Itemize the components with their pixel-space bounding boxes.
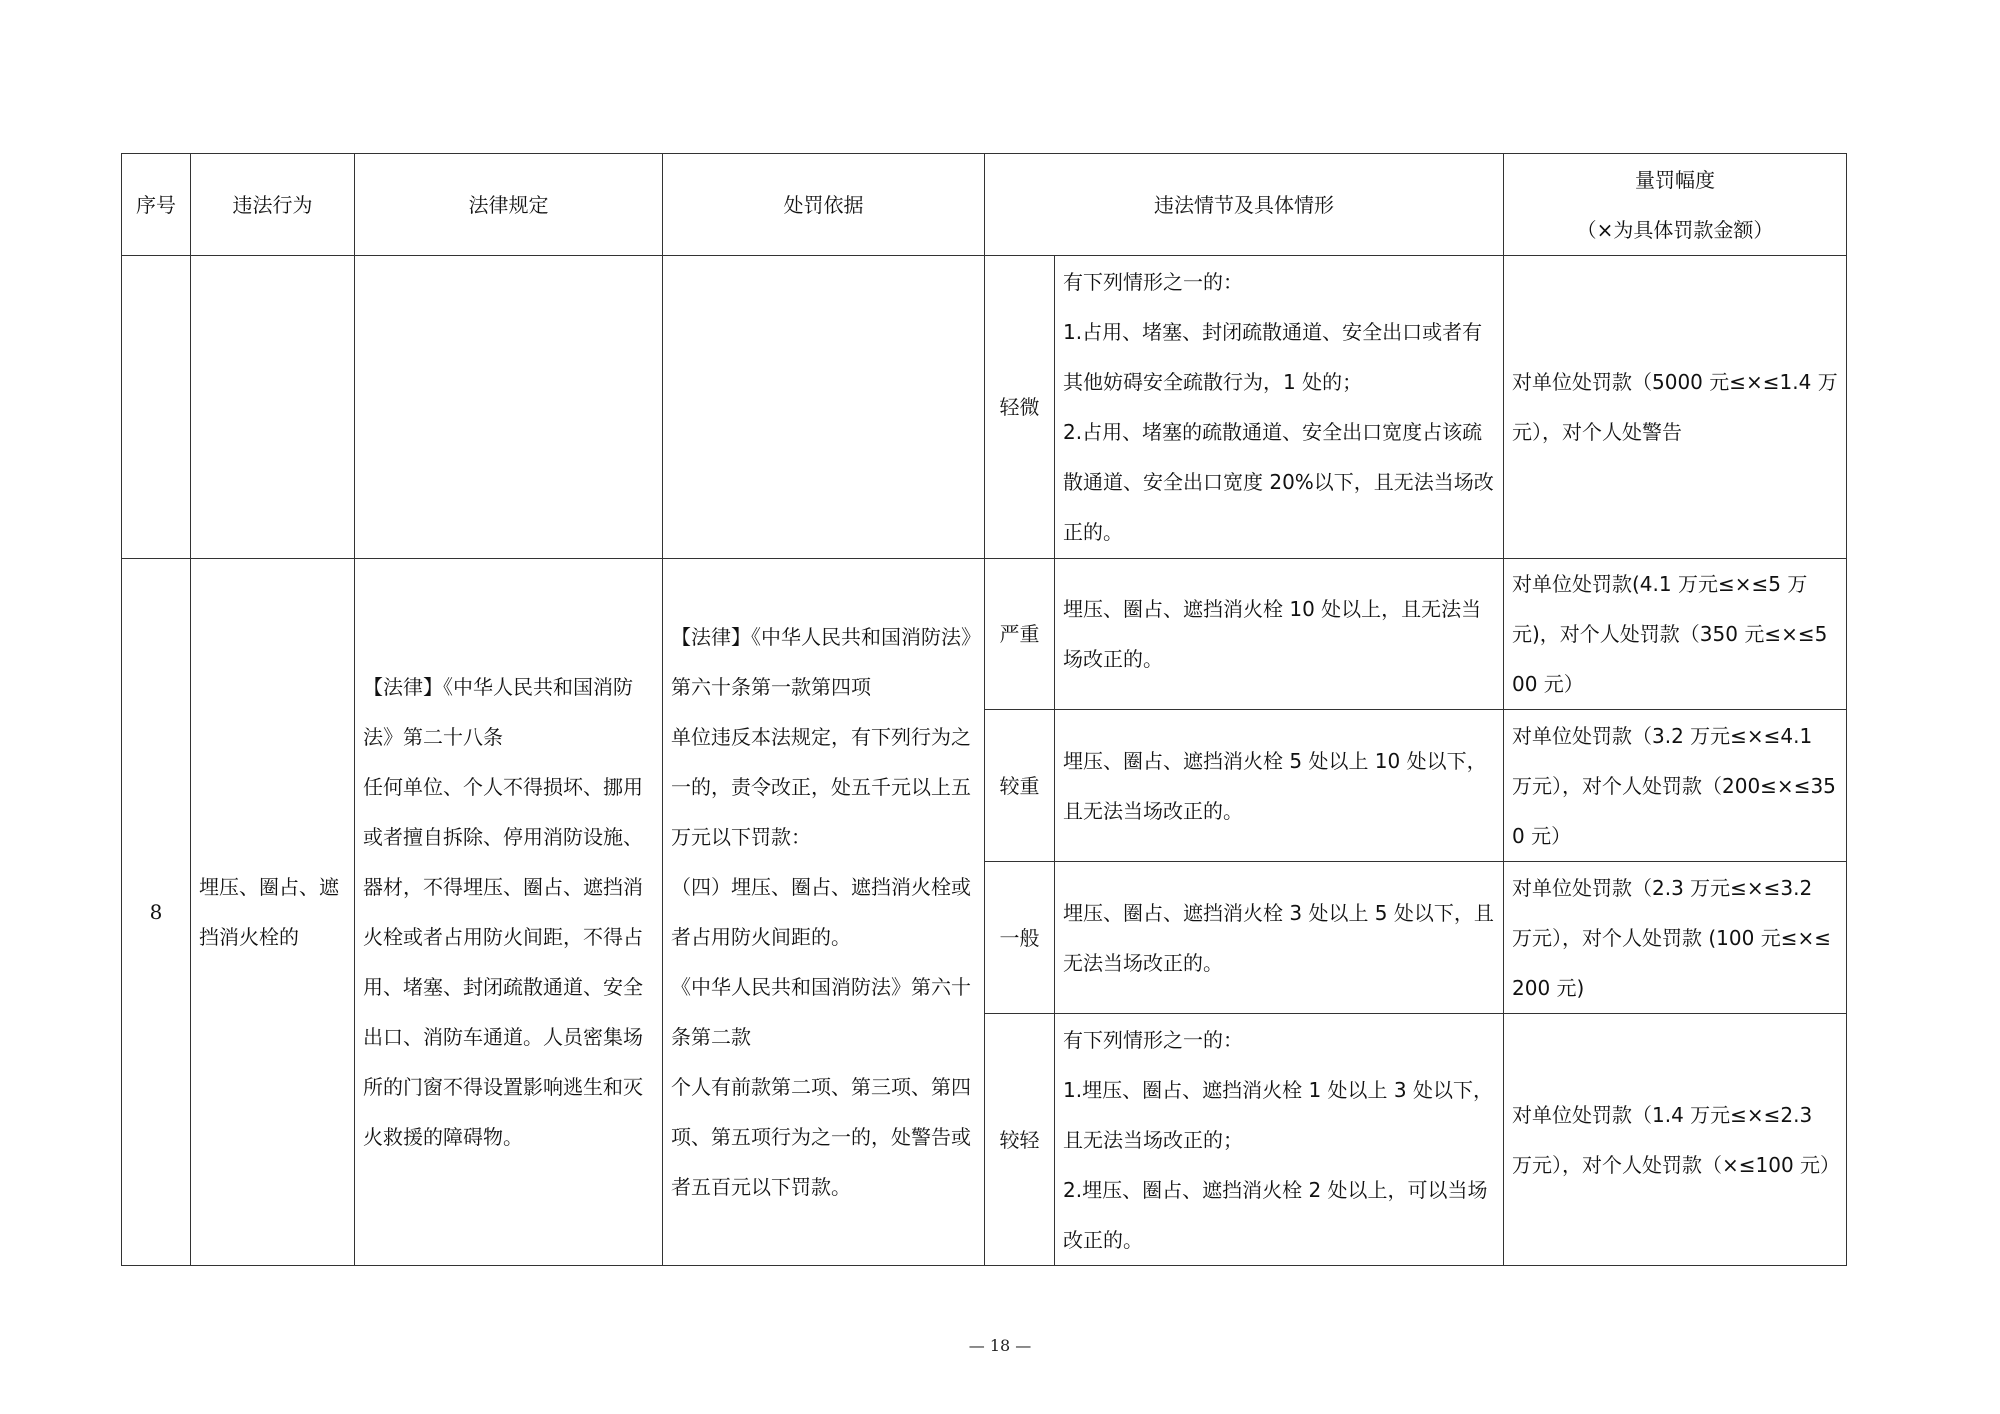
penalty-cell-serious	[1504, 710, 1847, 862]
header-behavior: 违法行为	[191, 154, 355, 256]
row8-basis-text: 【法律】《中华人民共和国消防法》第六十条第一款第四项 单位违反本法规定，有下列行为之一的，责令改正，处五千元以上五万元以下罚款： （四）埋压、圈占、遮挡消火栓或者占用防火间距的。 《中华人民共和国消防法》第六十条第二款 个人有前款第二项、第三项、第四项、第五项行为之一的，处警告或者五百元以下罚款。	[671, 625, 971, 1199]
header-row	[122, 154, 1847, 256]
prev-seq-cell	[122, 256, 191, 559]
prev-detail-text: 有下列情形之一的： 1.占用、堵塞、封闭疏散通道、安全出口或者有其他妨碍安全疏散行为，1 处的； 2.占用、堵塞的疏散通道、安全出口宽度占该疏散通道、安全出口宽度 20%以下，且无法当场改正的。	[1063, 270, 1494, 544]
level-cell-general: 一般	[985, 862, 1055, 1014]
penalty-cell-severe	[1504, 559, 1847, 710]
level-cell-minor: 较轻	[985, 1014, 1055, 1266]
detail-text-general: 埋压、圈占、遮挡消火栓 3 处以上 5 处以下，且无法当场改正的。	[1063, 900, 1494, 975]
header-range-note: （×为具体罚款金额）	[1576, 217, 1774, 242]
header-range-title: 量罚幅度	[1635, 167, 1715, 192]
detail-text-serious: 埋压、圈占、遮挡消火栓 5 处以上 10 处以下，且无法当场改正的。	[1063, 748, 1487, 823]
header-law: 法律规定	[355, 154, 663, 256]
prev-law-cell	[355, 256, 663, 559]
table-row-prev-minor	[122, 256, 1847, 559]
row8-law-text: 【法律】《中华人民共和国消防法》第二十八条 任何单位、个人不得损坏、挪用或者擅自拆除、停用消防设施、器材，不得埋压、圈占、遮挡消火栓或者占用防火间距，不得占用、堵塞、封闭疏散通道、安全出口、消防车通道。人员密集场所的门窗不得设置影响逃生和灭火救援的障碍物。	[363, 675, 643, 1149]
detail-cell-severe	[1055, 559, 1504, 710]
detail-text-minor: 有下列情形之一的： 1.埋压、圈占、遮挡消火栓 1 处以上 3 处以下，且无法当场改正的； 2.埋压、圈占、遮挡消火栓 2 处以上，可以当场改正的。	[1063, 1027, 1493, 1252]
row8-behavior-text: 埋压、圈占、遮挡消火栓的	[199, 875, 339, 949]
header-circumstance: 违法情节及具体情形	[985, 154, 1504, 256]
penalty-text-serious: 对单位处罚款（3.2 万元≤×≤4.1 万元），对个人处罚款（200≤×≤350 元）	[1512, 723, 1836, 848]
prev-basis-cell	[663, 256, 985, 559]
detail-cell-general	[1055, 862, 1504, 1014]
prev-penalty-text: 对单位处罚款（5000 元≤×≤1.4 万元），对个人处警告	[1512, 370, 1838, 444]
page-number: — 18 —	[968, 1336, 1032, 1355]
detail-cell-minor	[1055, 1014, 1504, 1266]
penalty-text-severe: 对单位处罚款(4.1 万元≤×≤5 万元)，对个人处罚款（350 元≤×≤500 元）	[1512, 572, 1828, 696]
header-basis: 处罚依据	[663, 154, 985, 256]
penalty-text-general: 对单位处罚款（2.3 万元≤×≤3.2 万元），对个人处罚款 (100 元≤×≤200 元)	[1512, 875, 1831, 1000]
row8-basis-cell	[663, 559, 985, 1266]
prev-level-cell: 轻微	[985, 256, 1055, 559]
row8-seq-cell: 8	[122, 559, 191, 1266]
level-cell-serious: 较重	[985, 710, 1055, 862]
detail-text-severe: 埋压、圈占、遮挡消火栓 10 处以上，且无法当场改正的。	[1063, 597, 1482, 671]
header-range	[1504, 154, 1847, 256]
penalty-cell-minor	[1504, 1014, 1847, 1266]
level-cell-severe: 严重	[985, 559, 1055, 710]
table-row-8-severe	[122, 559, 1847, 710]
prev-behavior-cell	[191, 256, 355, 559]
penalty-text-minor: 对单位处罚款（1.4 万元≤×≤2.3 万元），对个人处罚款（×≤100 元）	[1512, 1102, 1841, 1177]
row8-behavior-cell	[191, 559, 355, 1266]
prev-detail-cell	[1055, 256, 1504, 559]
penalty-cell-general	[1504, 862, 1847, 1014]
prev-penalty-cell	[1504, 256, 1847, 559]
penalty-table	[121, 153, 1847, 1266]
header-seq: 序号	[122, 154, 191, 256]
detail-cell-serious	[1055, 710, 1504, 862]
row8-law-cell	[355, 559, 663, 1266]
